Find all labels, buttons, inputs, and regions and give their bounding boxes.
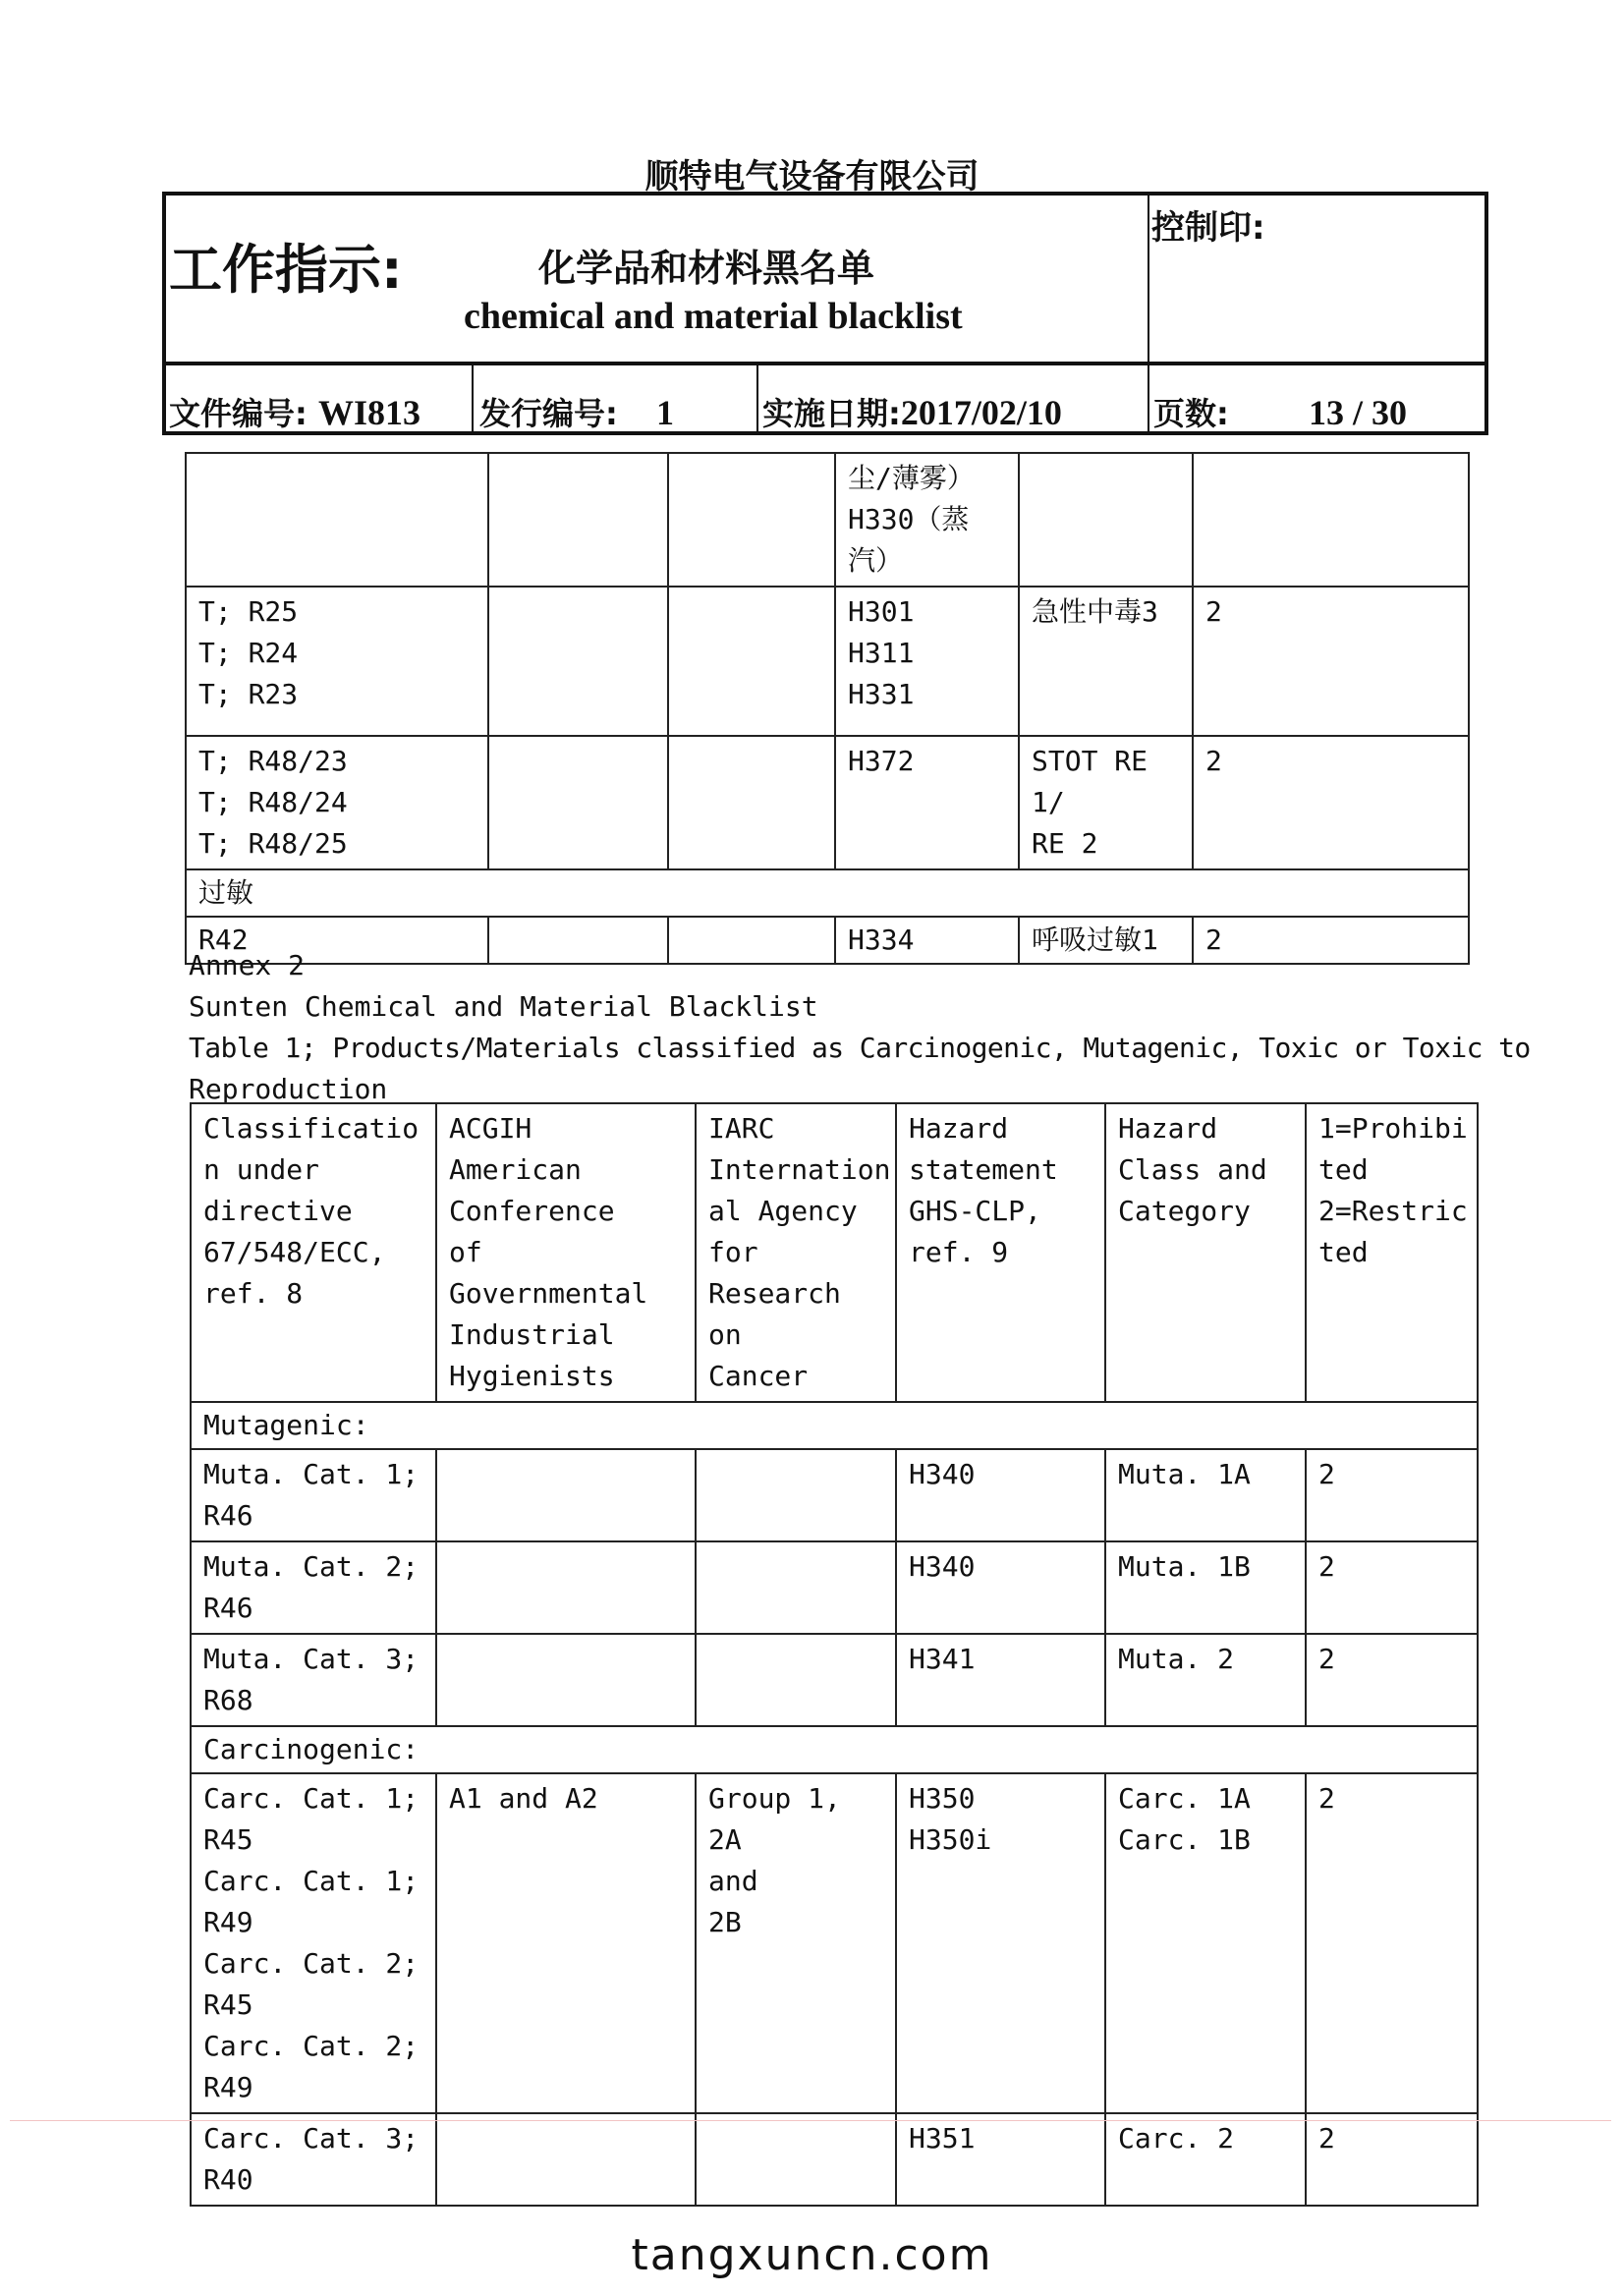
header-acgih: ACGIH American Conference of Governmental Industrial Hygienists [436,1103,696,1402]
header-hazard-class: Hazard Class and Category [1105,1103,1306,1402]
page-number-label: 页数: [1153,395,1229,432]
table-cell [668,736,835,869]
issue-number [479,389,674,434]
table-cell [436,1634,696,1726]
file-number-label: 文件编号: [169,395,308,432]
table-cell [668,917,835,964]
table-cell: 尘/薄雾） H330（蒸 汽） [835,453,1019,587]
table-row [191,1541,1478,1634]
section-row [191,1726,1478,1773]
title-chinese: 化学品和材料黑名单 [538,247,875,290]
table-cell [1193,453,1469,587]
continued-table [185,452,1470,965]
table-cell: STOT RE 1/ RE 2 [1019,736,1193,869]
table-cell: 2 [1306,1541,1478,1634]
section-label-mutagenic: Mutagenic: [191,1402,1478,1449]
control-seal-label: 控制印: [1151,208,1265,248]
table-cell [488,736,668,869]
header-iarc: IARC Internation al Agency for Research on Cancer [696,1103,896,1402]
header-status: 1=Prohibi ted 2=Restric ted [1306,1103,1478,1402]
header-hazard-statement: Hazard statement GHS-CLP, ref. 9 [896,1103,1105,1402]
table-cell: Carc. Cat. 3; R40 [191,2113,436,2206]
table-cell: Muta. Cat. 3; R68 [191,1634,436,1726]
table-row [191,1773,1478,2113]
table-cell [668,453,835,587]
table-cell: H301 H311 H331 [835,587,1019,736]
table-cell: Muta. 1B [1105,1541,1306,1634]
effective-date-value: 2017/02/10 [900,393,1062,432]
table-cell: T; R48/23 T; R48/24 T; R48/25 [186,736,488,869]
annex-title: Annex 2 [189,949,306,981]
page-number [1153,389,1407,434]
table-cell: A1 and A2 [436,1773,696,2113]
table-row [186,453,1469,587]
annex-subtitle: Sunten Chemical and Material Blacklist [189,990,818,1023]
table-cell [186,453,488,587]
table-cell: 2 [1306,1634,1478,1726]
table-header-row [191,1103,1478,1402]
section-label-carcinogenic: Carcinogenic: [191,1726,1478,1773]
header-classification: Classificatio n under directive 67/548/ECC, ref. 8 [191,1103,436,1402]
watermark-text: tangxuncn.com [631,2230,993,2280]
header-divider [756,364,758,434]
table-row [191,2113,1478,2206]
scan-divider [10,2120,1611,2121]
effective-date-label: 实施日期: [762,395,901,432]
table-cell: Carc. Cat. 1; R45 Carc. Cat. 1; R49 Carc. Cat. 2; R45 Carc. Cat. 2; R49 [191,1773,436,2113]
table-cell [696,2113,896,2206]
table-cell: 2 [1193,917,1469,964]
table-caption: Table 1; Products/Materials classified as Carcinogenic, Mutagenic, Toxic or Toxic to [189,1032,1531,1064]
table-cell [488,453,668,587]
table-cell: H334 [835,917,1019,964]
section-label-sensitization: 过敏 [186,869,1469,917]
blacklist-table [190,1102,1479,2207]
table-cell: 呼吸过敏1 [1019,917,1193,964]
table-cell [696,1449,896,1541]
table-caption-continued: Reproduction [189,1073,388,1105]
table-cell: Group 1, 2A and 2B [696,1773,896,2113]
table-cell: H350 H350i [896,1773,1105,2113]
company-name: 顺特电气设备有限公司 [644,157,980,196]
table-row [186,917,1469,964]
table-cell [436,1541,696,1634]
header-divider [162,362,1488,365]
table-cell [668,587,835,736]
issue-number-label: 发行编号: [479,395,618,432]
table-cell: Muta. 2 [1105,1634,1306,1726]
table-cell: 2 [1306,1773,1478,2113]
table-cell: Muta. 1A [1105,1449,1306,1541]
section-row [186,869,1469,917]
section-row [191,1402,1478,1449]
table-cell: 2 [1193,736,1469,869]
table-cell [488,917,668,964]
table-cell [696,1634,896,1726]
table-cell [696,1541,896,1634]
doc-type-label: 工作指示: [169,239,403,301]
table-cell: 2 [1193,587,1469,736]
table-cell: Muta. Cat. 1; R46 [191,1449,436,1541]
table-row [191,1634,1478,1726]
file-number [169,389,420,434]
effective-date [762,389,1062,434]
table-cell: H372 [835,736,1019,869]
file-number-value: WI813 [317,393,420,432]
table-cell: R42 [186,917,488,964]
table-row [186,587,1469,736]
page-number-value: 13 / 30 [1308,393,1407,432]
table-cell: H351 [896,2113,1105,2206]
issue-number-value: 1 [655,393,674,432]
table-cell: Carc. 1A Carc. 1B [1105,1773,1306,2113]
table-row [191,1449,1478,1541]
header-divider [472,364,474,434]
table-cell: Muta. Cat. 2; R46 [191,1541,436,1634]
table-cell [436,1449,696,1541]
table-cell [436,2113,696,2206]
header-divider [1148,194,1149,433]
table-cell: Carc. 2 [1105,2113,1306,2206]
table-cell [1019,453,1193,587]
table-cell: 急性中毒3 [1019,587,1193,736]
table-cell: H341 [896,1634,1105,1726]
table-cell [488,587,668,736]
table-cell: H340 [896,1541,1105,1634]
table-cell: T; R25 T; R24 T; R23 [186,587,488,736]
table-row [186,736,1469,869]
table-cell: H340 [896,1449,1105,1541]
table-cell: 2 [1306,1449,1478,1541]
table-cell: 2 [1306,2113,1478,2206]
title-english: chemical and material blacklist [464,296,963,337]
